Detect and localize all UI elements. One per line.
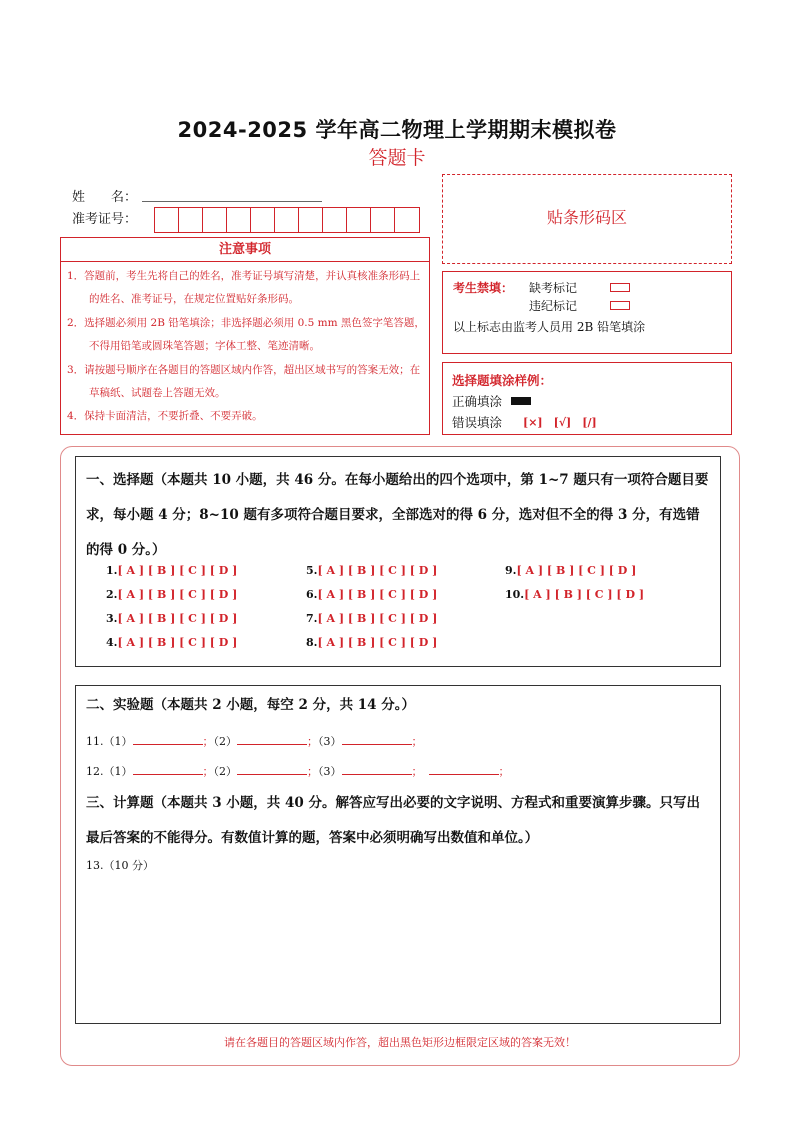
- blank-label: （2）: [213, 765, 237, 778]
- answer-blank[interactable]: [237, 734, 307, 745]
- separator: ；: [307, 765, 318, 778]
- choice-question[interactable]: [106, 564, 237, 577]
- answer-blank[interactable]: [237, 764, 307, 775]
- choice-options[interactable]: [ A ] [ B ] [ C ] [ D ]: [317, 564, 438, 577]
- notice-item: 4．保持卡面清洁，不要折叠、不要弄破。: [67, 410, 263, 423]
- correct-fill-label: 正确填涂: [452, 394, 503, 409]
- notice-body: [67, 265, 425, 429]
- question-number: 7.: [306, 612, 318, 625]
- name-label: 姓 名：: [72, 190, 138, 205]
- separator: ；: [202, 765, 214, 778]
- choice-options[interactable]: [ A ] [ B ] [ C ] [ D ]: [317, 588, 438, 601]
- separator: ；: [411, 765, 423, 778]
- question-13-label: 13.（10 分）: [86, 859, 154, 872]
- id-digit-box[interactable]: [275, 208, 299, 232]
- violation-mark-box[interactable]: [610, 301, 630, 310]
- section-experiment-calculation: [75, 685, 721, 1024]
- answer-blank[interactable]: [429, 764, 499, 775]
- section-choice: [75, 456, 721, 667]
- choice-options[interactable]: [ A ] [ B ] [ C ] [ D ]: [117, 588, 238, 601]
- blank-label: （3）: [318, 735, 342, 748]
- separator: ；: [411, 735, 423, 748]
- forbid-box: [442, 271, 732, 354]
- wrong-fill-marks: [×] [√] [/]: [523, 416, 597, 429]
- id-digit-box[interactable]: [251, 208, 275, 232]
- choice-question[interactable]: [306, 612, 437, 625]
- choice-question[interactable]: [505, 564, 636, 577]
- choice-question[interactable]: [106, 588, 237, 601]
- fill-sample-box: [442, 362, 732, 435]
- absent-label: 缺考标记: [529, 281, 578, 295]
- answer-blank[interactable]: [133, 734, 203, 745]
- choice-options[interactable]: [ A ] [ B ] [ C ] [ D ]: [117, 564, 238, 577]
- blank-label: （1）: [103, 735, 133, 748]
- sample-heading: 选择题填涂样例：: [452, 373, 553, 388]
- question-number: 5.: [306, 564, 318, 577]
- notice-box: [60, 237, 430, 435]
- question-number: 3.: [106, 612, 118, 625]
- id-label: 准考证号：: [72, 212, 138, 227]
- notice-item: 3．请按题号顺序在各题目的答题区域内作答，超出区域书写的答案无效；在草稿纸、试题卷上答题无效。: [67, 363, 421, 400]
- question-number: 6.: [306, 588, 318, 601]
- notice-item: 2．选择题必须用 2B 铅笔填涂；非选择题必须用 0.5 mm 黑色签字笔答题，不得用铅笔或圆珠笔答题；字体工整、笔迹清晰。: [67, 316, 425, 353]
- forbid-note: 以上标志由监考人员用 2B 铅笔填涂: [453, 320, 646, 334]
- id-digit-box[interactable]: [371, 208, 395, 232]
- question-number: 12.: [86, 765, 104, 778]
- choice-options[interactable]: [ A ] [ B ] [ C ] [ D ]: [117, 636, 238, 649]
- answer-blank[interactable]: [342, 764, 412, 775]
- question-number: 10.: [505, 588, 525, 601]
- notice-heading: 注意事项: [61, 238, 429, 262]
- question-number: 4.: [106, 636, 118, 649]
- question-number: 8.: [306, 636, 318, 649]
- footer-note: 请在各题目的答题区域内作答，超出黑色矩形边框限定区域的答案无效！: [224, 1036, 576, 1049]
- blank-label: （2）: [213, 735, 237, 748]
- question-12-row: [86, 763, 510, 779]
- id-digit-box[interactable]: [395, 208, 419, 232]
- name-input-line[interactable]: [142, 201, 322, 202]
- id-digit-box[interactable]: [323, 208, 347, 232]
- choice-question[interactable]: [505, 588, 644, 601]
- section3-heading: 三、计算题（本题共 3 小题，共 40 分。解答应写出必要的文字说明、方程式和重要演算步骤。只写出最后答案的不能得分。有数值计算的题，答案中必须明确写出数值和单位。）: [86, 795, 700, 846]
- choice-question[interactable]: [306, 636, 437, 649]
- choice-options[interactable]: [ A ] [ B ] [ C ] [ D ]: [524, 588, 645, 601]
- separator: ；: [498, 765, 510, 778]
- answer-blank[interactable]: [342, 734, 412, 745]
- id-digit-box[interactable]: [179, 208, 203, 232]
- blank-label: （1）: [103, 765, 133, 778]
- id-number-boxes[interactable]: [154, 207, 420, 233]
- question-number: 9.: [505, 564, 517, 577]
- choice-options[interactable]: [ A ] [ B ] [ C ] [ D ]: [317, 636, 438, 649]
- correct-fill-mark: [511, 397, 531, 405]
- choice-question[interactable]: [106, 636, 237, 649]
- question-number: 11.: [86, 735, 104, 748]
- question-13-answer-area[interactable]: [86, 876, 706, 1016]
- choice-options[interactable]: [ A ] [ B ] [ C ] [ D ]: [317, 612, 438, 625]
- id-digit-box[interactable]: [227, 208, 251, 232]
- section2-heading: 二、实验题（本题共 2 小题，每空 2 分，共 14 分。）: [86, 697, 416, 713]
- choice-question[interactable]: [306, 564, 437, 577]
- violation-label: 违纪标记: [529, 299, 578, 313]
- choice-options[interactable]: [ A ] [ B ] [ C ] [ D ]: [117, 612, 238, 625]
- choice-question[interactable]: [106, 612, 237, 625]
- separator: ；: [202, 735, 214, 748]
- question-number: 2.: [106, 588, 118, 601]
- section1-heading: 一、选择题（本题共 10 小题，共 46 分。在每小题给出的四个选项中，第 1~7 题只有一项符合题目要求，每小题 4 分；8~10 题有多项符合题目要求，全部选对的得 6 分，选对但不全的得 3 分，有选错的得 0 分。）: [86, 472, 709, 558]
- choice-question[interactable]: [306, 588, 437, 601]
- blank-label: （3）: [318, 765, 342, 778]
- answer-blank[interactable]: [133, 764, 203, 775]
- forbid-label: 考生禁填：: [453, 281, 514, 295]
- notice-item: 1．答题前，考生先将自己的姓名，准考证号填写清楚，并认真核准条形码上的姓名、准考证号，在规定位置贴好条形码。: [67, 270, 421, 306]
- page-title: 2024-2025 学年高二物理上学期期末模拟卷: [177, 118, 617, 142]
- absent-mark-box[interactable]: [610, 283, 630, 292]
- page-subtitle: 答题卡: [368, 147, 426, 169]
- id-digit-box[interactable]: [299, 208, 323, 232]
- wrong-fill-label: 错误填涂: [452, 415, 503, 430]
- barcode-area: 贴条形码区: [442, 174, 732, 264]
- id-digit-box[interactable]: [203, 208, 227, 232]
- question-11-row: [86, 733, 423, 749]
- id-digit-box[interactable]: [155, 208, 179, 232]
- id-digit-box[interactable]: [347, 208, 371, 232]
- choice-options[interactable]: [ A ] [ B ] [ C ] [ D ]: [516, 564, 637, 577]
- separator: ；: [307, 735, 318, 748]
- question-number: 1.: [106, 564, 118, 577]
